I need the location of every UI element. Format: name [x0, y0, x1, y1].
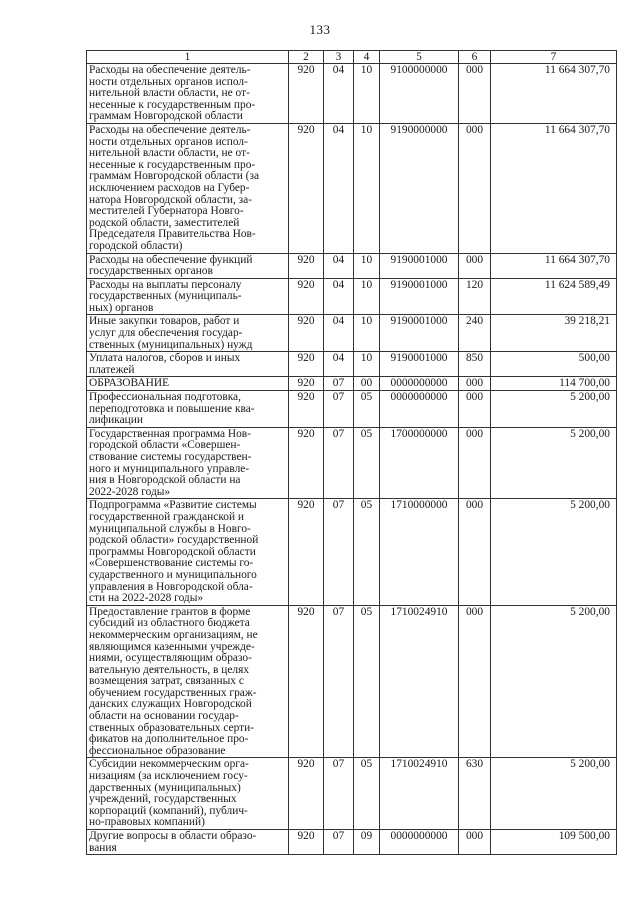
- row-name-cell: Расходы на выплаты персоналу государственных (муниципаль- ных) органов: [87, 278, 289, 315]
- header-col-2: 2: [289, 51, 324, 64]
- row-name-cell: Расходы на обеспечение функций государственных органов: [87, 253, 289, 278]
- row-name-cell: Расходы на обеспечение деятель- ности отдельных органов испол- нительной власти области, не от- несенные к государственным про- граммам Новгородской области (за исключением расходов на Губер- натора Новгородской области, за- местителей Губернатора Новго- родской области, заместителей Председателя Правительства Нов- городской области): [87, 123, 289, 253]
- row-amount-cell: 5 200,00: [491, 758, 617, 830]
- row-section-cell: 04: [324, 64, 354, 124]
- row-section-cell: 07: [324, 758, 354, 830]
- table-row: [87, 377, 617, 391]
- table-row: [87, 391, 617, 428]
- table-row: [87, 830, 617, 855]
- row-amount-cell: 11 664 307,70: [491, 253, 617, 278]
- row-name-cell: Расходы на обеспечение деятель- ности отдельных органов испол- нительной власти области, не от- несенные к государственным про- граммам Новгородской области: [87, 64, 289, 124]
- row-expense-type-cell: 000: [459, 64, 491, 124]
- row-expense-type-cell: 000: [459, 391, 491, 428]
- row-section-cell: 04: [324, 315, 354, 352]
- row-name-cell: Предоставление грантов в форме субсидий из областного бюджета некоммерческим организациям, не являющимся казенными учрежде- ниями, осуществляющим образо- вательную деятельность, в целях возмещения затрат, связанных с обучением государственных граж- данских служащих Новгородской области на основании государ- ственных образовательных серти- фикатов на дополнительное про- фессиональное образование: [87, 605, 289, 758]
- row-section-cell: 04: [324, 278, 354, 315]
- row-target-cell: 0000000000: [380, 830, 459, 855]
- row-name-cell: Государственная программа Нов- городской области «Совершен- ствование системы государствен- ного и муниципального управле- ния в Новгородской области на 2022-2028 годы»: [87, 427, 289, 499]
- row-subsection-cell: 10: [354, 123, 380, 253]
- row-name-cell: Профессиональная подготовка, переподготовка и повышение ква- лификации: [87, 391, 289, 428]
- row-amount-cell: 11 664 307,70: [491, 64, 617, 124]
- row-expense-type-cell: 000: [459, 499, 491, 605]
- table-row: [87, 499, 617, 605]
- row-expense-type-cell: 000: [459, 377, 491, 391]
- row-ministry-cell: 920: [289, 64, 324, 124]
- row-expense-type-cell: 850: [459, 352, 491, 377]
- row-subsection-cell: 10: [354, 352, 380, 377]
- row-subsection-cell: 05: [354, 391, 380, 428]
- row-section-cell: 07: [324, 427, 354, 499]
- page-number: 133: [309, 22, 331, 37]
- row-subsection-cell: 09: [354, 830, 380, 855]
- row-amount-cell: 11 624 589,49: [491, 278, 617, 315]
- row-section-cell: 07: [324, 830, 354, 855]
- row-section-cell: 07: [324, 605, 354, 758]
- table-row: [87, 253, 617, 278]
- row-expense-type-cell: 000: [459, 830, 491, 855]
- row-ministry-cell: 920: [289, 499, 324, 605]
- table-row: [87, 64, 617, 124]
- table-row: [87, 427, 617, 499]
- table-row: [87, 315, 617, 352]
- row-name-cell: Субсидии некоммерческим орга- низациям (за исключением госу- дарственных (муниципальных) учреждений, государственных корпораций (компаний), публич- но-правовых компаний): [87, 758, 289, 830]
- row-amount-cell: 500,00: [491, 352, 617, 377]
- row-subsection-cell: 10: [354, 64, 380, 124]
- header-col-5: 5: [380, 51, 459, 64]
- table-row: [87, 605, 617, 758]
- row-expense-type-cell: 000: [459, 253, 491, 278]
- row-target-cell: 1700000000: [380, 427, 459, 499]
- row-subsection-cell: 10: [354, 253, 380, 278]
- row-subsection-cell: 05: [354, 427, 380, 499]
- row-expense-type-cell: 120: [459, 278, 491, 315]
- row-name-cell: Иные закупки товаров, работ и услуг для обеспечения государ- ственных (муниципальных) нужд: [87, 315, 289, 352]
- row-expense-type-cell: 240: [459, 315, 491, 352]
- row-ministry-cell: 920: [289, 427, 324, 499]
- row-target-cell: 9190001000: [380, 253, 459, 278]
- header-col-6: 6: [459, 51, 491, 64]
- row-section-cell: 07: [324, 499, 354, 605]
- row-name-cell: Подпрограмма «Развитие системы государственной гражданской и муниципальной службы в Новго- родской области» государственной программы Новгородской области «Совершенствование системы го- сударственного и муниципального управления в Новгородской обла- сти на 2022-2028 годы»: [87, 499, 289, 605]
- table-body: [87, 64, 617, 855]
- row-target-cell: 1710024910: [380, 605, 459, 758]
- row-target-cell: 9190001000: [380, 315, 459, 352]
- row-name-cell: Уплата налогов, сборов и иных платежей: [87, 352, 289, 377]
- row-ministry-cell: 920: [289, 377, 324, 391]
- row-ministry-cell: 920: [289, 830, 324, 855]
- row-target-cell: 1710000000: [380, 499, 459, 605]
- row-subsection-cell: 05: [354, 758, 380, 830]
- header-col-1: 1: [87, 51, 289, 64]
- row-ministry-cell: 920: [289, 278, 324, 315]
- row-expense-type-cell: 000: [459, 605, 491, 758]
- row-subsection-cell: 05: [354, 605, 380, 758]
- row-expense-type-cell: 000: [459, 427, 491, 499]
- table-row: [87, 758, 617, 830]
- row-section-cell: 04: [324, 352, 354, 377]
- row-target-cell: 9190000000: [380, 123, 459, 253]
- row-ministry-cell: 920: [289, 315, 324, 352]
- row-amount-cell: 109 500,00: [491, 830, 617, 855]
- row-target-cell: 9100000000: [380, 64, 459, 124]
- row-amount-cell: 5 200,00: [491, 391, 617, 428]
- header-col-7: 7: [491, 51, 617, 64]
- header-row: [87, 51, 617, 64]
- row-ministry-cell: 920: [289, 758, 324, 830]
- row-name-cell: Другие вопросы в области образо- вания: [87, 830, 289, 855]
- table-row: [87, 123, 617, 253]
- row-subsection-cell: 10: [354, 315, 380, 352]
- row-section-cell: 07: [324, 391, 354, 428]
- row-amount-cell: 5 200,00: [491, 499, 617, 605]
- header-col-3: 3: [324, 51, 354, 64]
- row-name-cell: ОБРАЗОВАНИЕ: [87, 377, 289, 391]
- row-amount-cell: 114 700,00: [491, 377, 617, 391]
- row-subsection-cell: 00: [354, 377, 380, 391]
- row-target-cell: 1710024910: [380, 758, 459, 830]
- row-section-cell: 04: [324, 123, 354, 253]
- header-col-4: 4: [354, 51, 380, 64]
- row-subsection-cell: 05: [354, 499, 380, 605]
- row-amount-cell: 11 664 307,70: [491, 123, 617, 253]
- row-ministry-cell: 920: [289, 391, 324, 428]
- row-expense-type-cell: 000: [459, 123, 491, 253]
- row-ministry-cell: 920: [289, 352, 324, 377]
- row-target-cell: 9190001000: [380, 278, 459, 315]
- row-section-cell: 04: [324, 253, 354, 278]
- row-amount-cell: 5 200,00: [491, 427, 617, 499]
- table-header: [87, 51, 617, 64]
- row-ministry-cell: 920: [289, 123, 324, 253]
- budget-table: [86, 50, 617, 855]
- row-expense-type-cell: 630: [459, 758, 491, 830]
- table-row: [87, 278, 617, 315]
- row-section-cell: 07: [324, 377, 354, 391]
- row-target-cell: 9190001000: [380, 352, 459, 377]
- row-ministry-cell: 920: [289, 605, 324, 758]
- row-ministry-cell: 920: [289, 253, 324, 278]
- row-target-cell: 0000000000: [380, 377, 459, 391]
- row-target-cell: 0000000000: [380, 391, 459, 428]
- table-row: [87, 352, 617, 377]
- row-amount-cell: 39 218,21: [491, 315, 617, 352]
- row-subsection-cell: 10: [354, 278, 380, 315]
- row-amount-cell: 5 200,00: [491, 605, 617, 758]
